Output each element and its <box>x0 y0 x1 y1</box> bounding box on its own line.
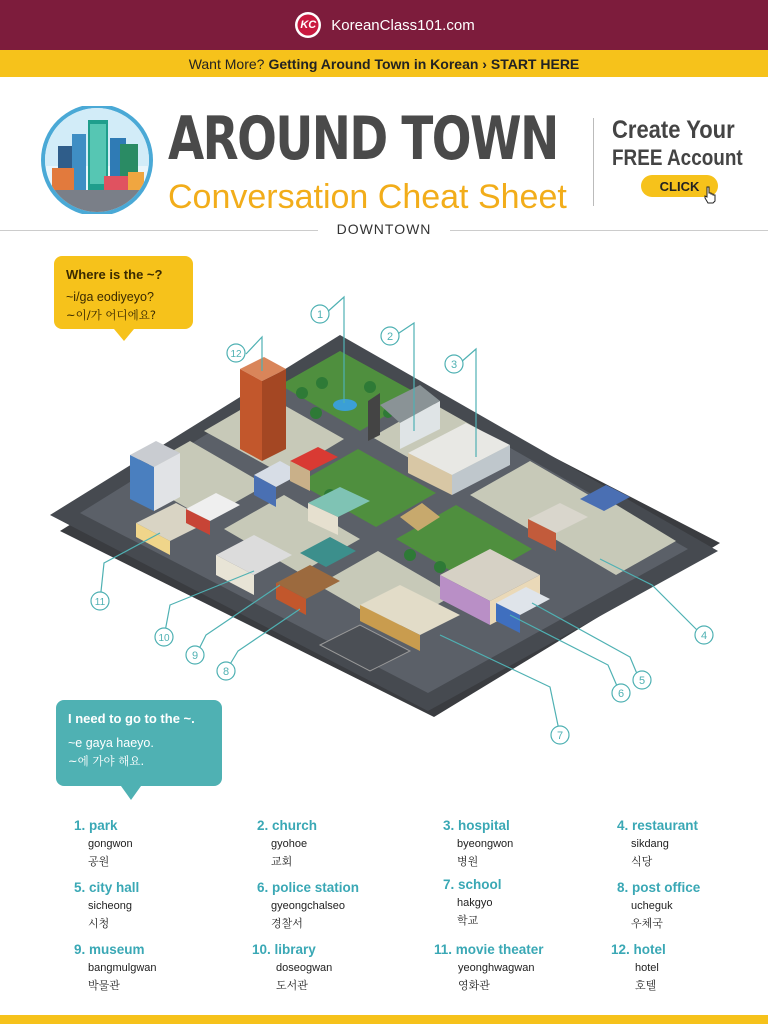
where-is-romanized: ~i/ga eodiyeyo? <box>66 290 154 304</box>
vocab-romanized: sicheong <box>88 900 133 912</box>
map-marker-9 <box>186 646 204 664</box>
marker-number-6: 6 <box>617 688 625 700</box>
koreanclass101-logo[interactable] <box>293 10 323 40</box>
vocab-english: 12. hotel <box>611 942 666 957</box>
vocab-item <box>443 818 513 869</box>
vocab-english: 2. church <box>257 818 318 833</box>
vocab-romanized: doseogwan <box>276 962 333 974</box>
promo-prefix: Want More? <box>188 55 265 72</box>
marker-number-12: 12 <box>230 349 242 360</box>
vocab-korean: 박물관 <box>88 979 120 992</box>
vocab-korean: 경찰서 <box>271 917 303 930</box>
marker-number-7: 7 <box>556 730 564 742</box>
vocab-korean: 공원 <box>88 855 110 868</box>
section-rule-right <box>450 230 768 231</box>
vocab-english: 9. museum <box>74 942 145 957</box>
vocab-english: 5. city hall <box>74 880 140 895</box>
promo-start-here-link[interactable]: Getting Around Town in Korean › START HERE <box>268 55 580 72</box>
where-is-korean: ~이/가 어디에요? <box>66 308 156 322</box>
vocab-item <box>74 818 133 869</box>
vocab-item <box>443 877 502 928</box>
map-marker-1 <box>311 305 329 323</box>
vocab-english: 8. post office <box>617 880 701 895</box>
city-skyline-icon <box>40 106 154 214</box>
vocab-english: 4. restaurant <box>617 818 699 833</box>
need-to-go-bubble-tail <box>121 786 141 800</box>
marker-number-2: 2 <box>386 331 394 343</box>
map-marker-11 <box>91 592 109 610</box>
page-title: AROUND TOWN <box>168 104 558 174</box>
cta-line-2: FREE Account <box>612 145 743 170</box>
vocab-korean: 교회 <box>271 855 293 868</box>
vocab-english: 1. park <box>74 818 118 833</box>
vocab-korean: 우체국 <box>631 917 663 930</box>
need-to-go-question: I need to go to the ~. <box>68 711 195 726</box>
site-name-link[interactable]: KoreanClass101.com <box>331 16 475 34</box>
section-rule-left <box>0 230 318 231</box>
marker-number-11: 11 <box>94 597 106 608</box>
map-marker-3 <box>445 355 463 373</box>
vocab-romanized: bangmulgwan <box>88 962 157 974</box>
vocab-romanized: gyohoe <box>271 838 308 850</box>
marker-number-5: 5 <box>638 675 646 687</box>
vocab-item <box>611 942 666 993</box>
cta-line-1: Create Your <box>612 116 735 144</box>
vocab-english: 6. police station <box>257 880 360 895</box>
page-subtitle: Conversation Cheat Sheet <box>168 178 567 216</box>
map-marker-2 <box>381 327 399 345</box>
vocab-english: 10. library <box>252 942 316 957</box>
marker-number-10: 10 <box>158 633 170 644</box>
need-to-go-korean: ~에 가야 해요. <box>68 754 145 768</box>
vocab-romanized: hotel <box>635 962 659 974</box>
vocab-item <box>434 942 544 993</box>
map-marker-12 <box>227 344 245 362</box>
vocab-romanized: sikdang <box>631 838 669 850</box>
vocab-korean: 학교 <box>457 914 479 927</box>
marker-number-9: 9 <box>191 650 199 662</box>
vocab-english: 7. school <box>443 877 502 892</box>
promo-banner <box>0 50 768 77</box>
vocab-item <box>617 818 698 869</box>
vocab-romanized: gyeongchalseo <box>271 900 346 912</box>
vocab-romanized: gongwon <box>88 838 133 850</box>
marker-number-4: 4 <box>700 630 708 642</box>
logo-letters: KC <box>300 19 317 31</box>
vocab-romanized: yeonghwagwan <box>458 962 535 974</box>
top-bar <box>0 0 768 50</box>
marker-number-1: 1 <box>316 309 324 321</box>
hand-cursor-icon <box>703 186 717 204</box>
map-marker-5 <box>633 671 651 689</box>
vocab-item <box>257 880 359 931</box>
vocab-item <box>617 880 700 931</box>
vocab-korean: 식당 <box>631 855 653 868</box>
map-marker-10 <box>155 628 173 646</box>
map-marker-7 <box>551 726 569 744</box>
vocab-korean: 병원 <box>457 855 479 868</box>
vocab-romanized: hakgyo <box>457 897 493 909</box>
vocab-romanized: ucheguk <box>631 900 673 912</box>
section-label: DOWNTOWN <box>336 221 432 237</box>
where-is-question: Where is the ~? <box>66 267 163 282</box>
create-account-click-button[interactable]: CLICK <box>641 175 718 197</box>
vocab-english: 3. hospital <box>443 818 510 833</box>
map-marker-6 <box>612 684 630 702</box>
marker-number-3: 3 <box>450 359 458 371</box>
vocab-item <box>74 880 139 931</box>
vocab-korean: 영화관 <box>458 979 490 992</box>
vocab-item <box>257 818 317 869</box>
vocab-item <box>74 942 157 993</box>
need-to-go-romanized: ~e gaya haeyo. <box>68 736 154 750</box>
map-marker-4 <box>695 626 713 644</box>
vocab-korean: 호텔 <box>635 979 657 992</box>
vocab-korean: 시청 <box>88 917 110 930</box>
bottom-accent-bar <box>0 1015 768 1024</box>
where-is-bubble-tail <box>114 329 134 341</box>
vocab-romanized: byeongwon <box>457 838 514 850</box>
downtown-map <box>40 285 740 755</box>
marker-number-8: 8 <box>222 666 230 678</box>
vocab-english: 11. movie theater <box>434 942 544 957</box>
header-divider <box>593 118 594 206</box>
where-is-bubble <box>54 256 193 329</box>
map-marker-8 <box>217 662 235 680</box>
need-to-go-bubble <box>56 700 222 786</box>
vocab-korean: 도서관 <box>276 979 308 992</box>
vocab-item <box>252 942 332 993</box>
